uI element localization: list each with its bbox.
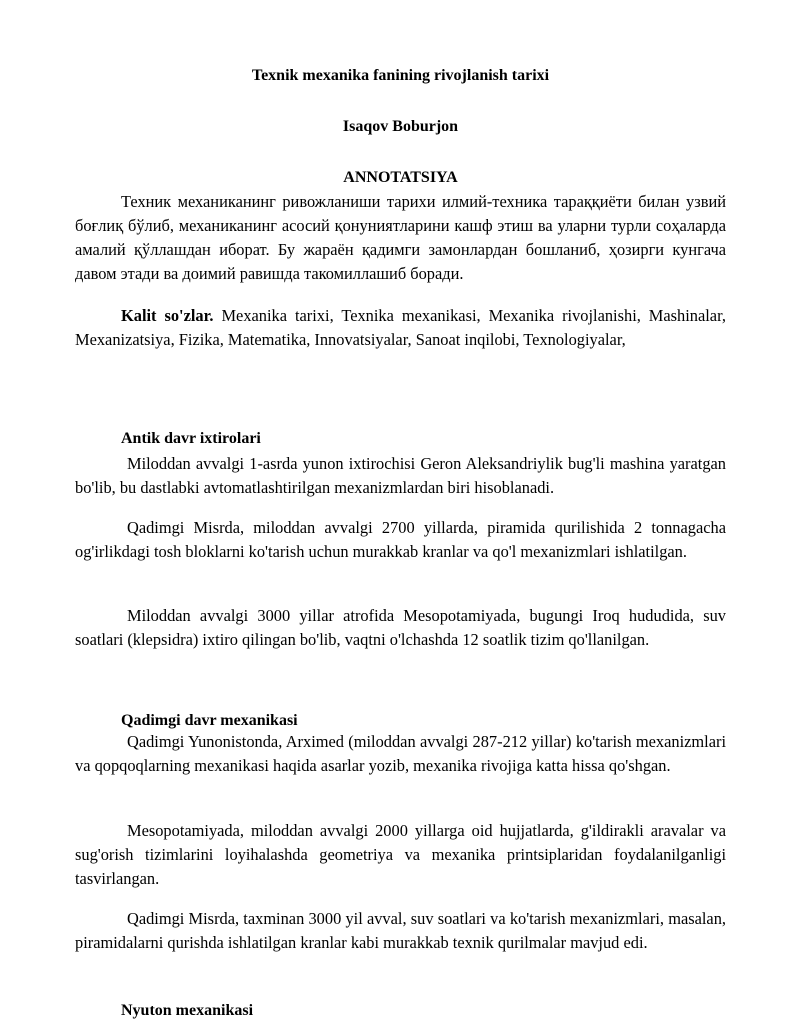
keywords-label: Kalit so'zlar. [121, 306, 214, 325]
section-heading-antik: Antik davr ixtirolari [121, 430, 261, 447]
document-title: Texnik mexanika fanining rivojlanish tarixi [251, 67, 550, 84]
paragraph-antik-3: Miloddan avvalgi 3000 yillar atrofida Mesopotamiyada, bugungi Iroq hududida, suv soatlari (klepsidra) ixtiro qilingan bo'lib, vaqtni o'lchashda 12 soatlik tizim qo'llanilgan. [75, 606, 726, 649]
paragraph-qadimgi-3: Qadimgi Misrda, taxminan 3000 yil avval, suv soatlari va ko'tarish mexanizmlari, masalan, piramidalarni qurishda ishlatilgan kranlar kabi murakkab texnik qurilmalar mavjud edi. [75, 909, 726, 952]
annotation-heading: ANNOTATSIYA [343, 169, 458, 186]
paragraph-qadimgi-2: Mesopotamiyada, miloddan avvalgi 2000 yillarga oid hujjatlarda, g'ildirakli aravalar va sug'orish tizimlarini loyihalashda geometriya va mexanika printsiplaridan foydalanilganligi tasvirlangan. [75, 821, 726, 888]
section-heading-nyuton: Nyuton mexanikasi [121, 1002, 254, 1019]
author-name: Isaqov Boburjon [342, 118, 459, 135]
annotation-text: Техник механиканинг ривожланиши тарихи илмий-техника тараққиёти билан узвий боғлиқ бўлиб, механиканинг асосий қонуниятларини кашф этиш ва уларни турли соҳаларда амалий қўллашдан иборат. Бу жараён қадимги замонлардан бошланиб, ҳозирги кунгача давом этади ва доимий равишда такомиллашиб боради. [75, 192, 726, 283]
paragraph-antik-1: Miloddan avvalgi 1-asrda yunon ixtirochisi Geron Aleksandriylik bug'li mashina yaratgan bo'lib, bu dastlabki avtomatlashtirilgan mexanizmlardan biri hisoblanadi. [75, 454, 726, 497]
paragraph-qadimgi-1: Qadimgi Yunonistonda, Arximed (miloddan avvalgi 287-212 yillar) ko'tarish mexanizmlari va qopqoqlarning mexanikasi haqida asarlar yozib, mexanika rivojiga katta hissa qo'shgan. [75, 732, 726, 775]
keywords-paragraph [75, 304, 726, 352]
keywords-text: Mexanika tarixi, Texnika mexanikasi, Mexanika rivojlanishi, Mashinalar, Mexanizatsiya, Fizika, Matematika, Innovatsiyalar, Sanoat inqilobi, Texnologiyalar, [75, 306, 726, 349]
section-heading-qadimgi: Qadimgi davr mexanikasi [121, 712, 298, 729]
paragraph-antik-2: Qadimgi Misrda, miloddan avvalgi 2700 yillarda, piramida qurilishida 2 tonnagacha og'irlikdagi tosh bloklarni ko'tarish uchun murakkab kranlar va qo'l mexanizmlari ishlatilgan. [75, 518, 726, 561]
